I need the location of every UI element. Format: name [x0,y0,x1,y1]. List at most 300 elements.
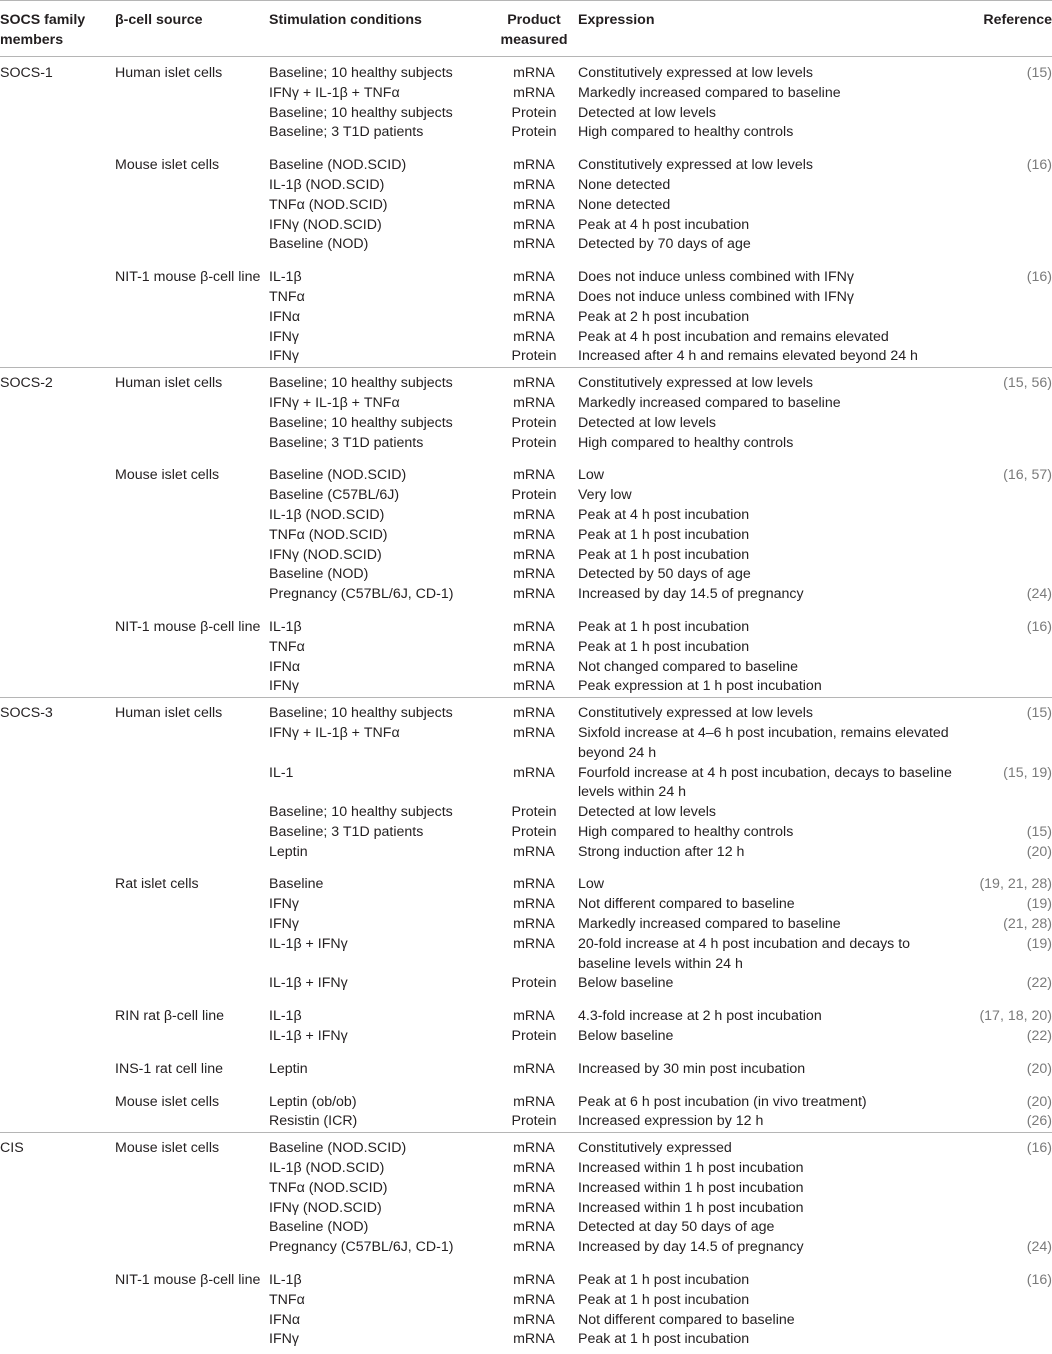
expression-cell: 4.3-fold increase at 2 h post incubation [578,994,957,1027]
family-cell: CIS [0,1133,115,1159]
source-cell [115,84,269,104]
table-row [0,658,1052,678]
stimulation-cell: TNFα (NOD.SCID) [269,196,490,216]
product-cell: mRNA [490,526,578,546]
product-cell: mRNA [490,843,578,863]
expression-cell: Very low [578,486,957,506]
stimulation-cell: IL-1β (NOD.SCID) [269,176,490,196]
stimulation-cell: Baseline; 3 T1D patients [269,434,490,454]
header-product: Product measured [490,1,578,57]
reference-cell [957,1218,1052,1238]
reference-cell: (20) [957,1047,1052,1080]
source-cell [115,935,269,975]
family-cell [0,994,115,1027]
reference-cell [957,123,1052,143]
family-cell [0,414,115,434]
source-cell [115,347,269,367]
expression-cell: High compared to healthy controls [578,434,957,454]
table-row [0,823,1052,843]
source-cell [115,823,269,843]
family-cell [0,104,115,124]
table-row [0,506,1052,526]
stimulation-cell: Baseline; 10 healthy subjects [269,698,490,724]
family-cell [0,1330,115,1354]
expression-cell: Constitutively expressed [578,1133,957,1159]
family-cell [0,823,115,843]
source-cell [115,658,269,678]
family-cell [0,347,115,367]
table-row [0,57,1052,84]
table-row [0,1112,1052,1132]
header-expression: Expression [578,1,957,57]
source-cell [115,1238,269,1258]
expression-cell: Peak at 4 h post incubation [578,506,957,526]
table-row [0,1199,1052,1219]
stimulation-cell: Baseline; 10 healthy subjects [269,104,490,124]
reference-cell: (26) [957,1112,1052,1132]
family-cell [0,453,115,486]
expression-cell: Increased expression by 12 h [578,1112,957,1132]
reference-cell [957,1159,1052,1179]
table-row [0,915,1052,935]
table-row [0,176,1052,196]
product-cell: mRNA [490,1218,578,1238]
table-row [0,394,1052,414]
family-cell [0,1258,115,1291]
family-cell [0,288,115,308]
header-stimulation: Stimulation conditions [269,1,490,57]
table-row [0,1258,1052,1291]
source-cell: Mouse islet cells [115,1080,269,1113]
product-cell: mRNA [490,453,578,486]
product-cell: mRNA [490,698,578,724]
source-cell [115,123,269,143]
expression-cell: Peak at 1 h post incubation [578,1330,957,1354]
reference-cell [957,526,1052,546]
product-cell: mRNA [490,176,578,196]
family-cell [0,605,115,638]
family-cell [0,895,115,915]
reference-cell: (22) [957,1027,1052,1047]
stimulation-cell: IL-1β + IFNγ [269,974,490,994]
product-cell: Protein [490,1112,578,1132]
expression-cell: None detected [578,196,957,216]
expression-cell: Low [578,862,957,895]
stimulation-cell: IL-1 [269,764,490,804]
stimulation-cell: IFNα [269,1311,490,1331]
product-cell: mRNA [490,1330,578,1354]
source-cell [115,308,269,328]
table-row [0,638,1052,658]
expression-cell: Strong induction after 12 h [578,843,957,863]
family-cell [0,1047,115,1080]
table-row [0,414,1052,434]
table-row [0,935,1052,975]
expression-cell: Increased within 1 h post incubation [578,1179,957,1199]
stimulation-cell: Pregnancy (C57BL/6J, CD-1) [269,1238,490,1258]
stimulation-cell: Baseline (NOD) [269,235,490,255]
table-row [0,1291,1052,1311]
product-cell: mRNA [490,915,578,935]
family-cell: SOCS-1 [0,57,115,84]
source-cell [115,288,269,308]
product-cell: mRNA [490,506,578,526]
reference-cell: (16, 57) [957,453,1052,486]
source-cell [115,546,269,566]
product-cell: mRNA [490,308,578,328]
family-cell [0,1080,115,1113]
reference-cell [957,638,1052,658]
stimulation-cell: IL-1β [269,1258,490,1291]
expression-cell: Sixfold increase at 4–6 h post incubation, remains elevated beyond 24 h [578,724,957,764]
table-body [0,57,1052,1354]
product-cell: Protein [490,123,578,143]
product-cell: mRNA [490,585,578,605]
expression-cell: Not different compared to baseline [578,895,957,915]
source-cell [115,1291,269,1311]
reference-cell: (24) [957,585,1052,605]
source-cell [115,764,269,804]
product-cell: mRNA [490,84,578,104]
product-cell: Protein [490,434,578,454]
source-cell [115,677,269,697]
product-cell: mRNA [490,57,578,84]
table-row [0,1218,1052,1238]
reference-cell: (22) [957,974,1052,994]
table-row [0,1080,1052,1113]
reference-cell [957,803,1052,823]
table-row [0,347,1052,367]
product-cell: mRNA [490,1159,578,1179]
table-row [0,434,1052,454]
stimulation-cell: IFNγ [269,328,490,348]
table-row [0,843,1052,863]
reference-cell: (24) [957,1238,1052,1258]
table-header [0,1,1052,57]
product-cell: mRNA [490,1311,578,1331]
source-cell: Mouse islet cells [115,1133,269,1159]
reference-cell: (19, 21, 28) [957,862,1052,895]
family-cell [0,1218,115,1238]
expression-cell: Increased by day 14.5 of pregnancy [578,1238,957,1258]
reference-cell [957,176,1052,196]
expression-cell: None detected [578,176,957,196]
family-cell [0,176,115,196]
family-cell [0,724,115,764]
reference-cell [957,1179,1052,1199]
family-cell [0,935,115,975]
family-cell [0,1027,115,1047]
family-cell [0,328,115,348]
product-cell: mRNA [490,196,578,216]
family-cell [0,546,115,566]
table-row [0,368,1052,394]
product-cell: mRNA [490,724,578,764]
family-cell [0,1291,115,1311]
expression-cell: Detected by 70 days of age [578,235,957,255]
table-row [0,216,1052,236]
family-cell [0,486,115,506]
stimulation-cell: Baseline (NOD.SCID) [269,143,490,176]
product-cell: mRNA [490,565,578,585]
family-cell [0,394,115,414]
reference-cell [957,1330,1052,1354]
product-cell: mRNA [490,935,578,975]
table-row [0,1179,1052,1199]
family-cell [0,585,115,605]
expression-cell: Low [578,453,957,486]
source-cell: NIT-1 mouse β-cell line [115,1258,269,1291]
table-row [0,143,1052,176]
reference-cell: (15) [957,823,1052,843]
expression-cell: Increased within 1 h post incubation [578,1159,957,1179]
family-cell [0,526,115,546]
table-row [0,724,1052,764]
expression-cell: Increased within 1 h post incubation [578,1199,957,1219]
product-cell: Protein [490,486,578,506]
family-cell [0,123,115,143]
reference-cell: (16) [957,255,1052,288]
table-row [0,605,1052,638]
stimulation-cell: TNFα [269,638,490,658]
reference-cell: (20) [957,1080,1052,1113]
expression-cell: Peak at 1 h post incubation [578,638,957,658]
source-cell [115,1179,269,1199]
family-cell [0,1112,115,1132]
product-cell: mRNA [490,328,578,348]
product-cell: Protein [490,104,578,124]
family-cell [0,1238,115,1258]
table-row [0,486,1052,506]
expression-cell: Constitutively expressed at low levels [578,143,957,176]
expression-cell: Increased by 30 min post incubation [578,1047,957,1080]
stimulation-cell: IFNα [269,308,490,328]
stimulation-cell: TNFα (NOD.SCID) [269,526,490,546]
table-row [0,1159,1052,1179]
product-cell: mRNA [490,368,578,394]
table-row [0,255,1052,288]
expression-cell: Peak at 1 h post incubation [578,1291,957,1311]
table-row [0,328,1052,348]
family-cell [0,843,115,863]
reference-cell: (15) [957,698,1052,724]
expression-cell: Detected at low levels [578,803,957,823]
family-cell [0,84,115,104]
reference-cell: (17, 18, 20) [957,994,1052,1027]
table-row [0,235,1052,255]
stimulation-cell: Leptin [269,843,490,863]
source-cell [115,1199,269,1219]
reference-cell [957,677,1052,697]
source-cell [115,724,269,764]
reference-cell: (21, 28) [957,915,1052,935]
stimulation-cell: IL-1β [269,994,490,1027]
header-reference: Reference [957,1,1052,57]
source-cell [115,843,269,863]
product-cell: mRNA [490,764,578,804]
source-cell: Human islet cells [115,368,269,394]
family-cell [0,1311,115,1331]
product-cell: mRNA [490,605,578,638]
reference-cell: (15) [957,57,1052,84]
expression-cell: High compared to healthy controls [578,123,957,143]
source-cell [115,1311,269,1331]
expression-cell: Peak at 4 h post incubation and remains elevated [578,328,957,348]
expression-cell: High compared to healthy controls [578,823,957,843]
reference-cell: (16) [957,1133,1052,1159]
source-cell [115,486,269,506]
source-cell [115,1112,269,1132]
source-cell: INS-1 rat cell line [115,1047,269,1080]
expression-cell: Constitutively expressed at low levels [578,368,957,394]
source-cell [115,1218,269,1238]
stimulation-cell: IL-1β + IFNγ [269,935,490,975]
stimulation-cell: Pregnancy (C57BL/6J, CD-1) [269,585,490,605]
reference-cell [957,506,1052,526]
product-cell: mRNA [490,546,578,566]
table-row [0,895,1052,915]
stimulation-cell: TNFα [269,288,490,308]
stimulation-cell: IL-1β + IFNγ [269,1027,490,1047]
stimulation-cell: Baseline; 10 healthy subjects [269,414,490,434]
stimulation-cell: IL-1β [269,605,490,638]
source-cell: NIT-1 mouse β-cell line [115,605,269,638]
stimulation-cell: IFNγ [269,915,490,935]
source-cell: RIN rat β-cell line [115,994,269,1027]
expression-cell: Peak at 1 h post incubation [578,605,957,638]
family-cell [0,803,115,823]
product-cell: mRNA [490,677,578,697]
stimulation-cell: Baseline (C57BL/6J) [269,486,490,506]
table-row [0,803,1052,823]
product-cell: mRNA [490,1133,578,1159]
product-cell: Protein [490,803,578,823]
table-row [0,698,1052,724]
table-row [0,565,1052,585]
family-cell: SOCS-2 [0,368,115,394]
table-row [0,677,1052,697]
source-cell [115,414,269,434]
family-cell [0,506,115,526]
product-cell: mRNA [490,1291,578,1311]
reference-cell [957,216,1052,236]
family-cell [0,1159,115,1179]
reference-cell [957,546,1052,566]
stimulation-cell: Leptin [269,1047,490,1080]
stimulation-cell: IFNα [269,658,490,678]
product-cell: mRNA [490,1179,578,1199]
family-cell [0,974,115,994]
source-cell [115,434,269,454]
table-row [0,104,1052,124]
expression-cell: 20-fold increase at 4 h post incubation and decays to baseline levels within 24 h [578,935,957,975]
family-cell [0,434,115,454]
stimulation-cell: IFNγ (NOD.SCID) [269,1199,490,1219]
source-cell: Rat islet cells [115,862,269,895]
expression-cell: Detected at low levels [578,104,957,124]
stimulation-cell: Leptin (ob/ob) [269,1080,490,1113]
expression-cell: Markedly increased compared to baseline [578,84,957,104]
stimulation-cell: Baseline (NOD.SCID) [269,453,490,486]
table-row [0,196,1052,216]
table-row [0,288,1052,308]
table-row [0,123,1052,143]
table-row [0,1047,1052,1080]
product-cell: mRNA [490,994,578,1027]
expression-cell: Detected by 50 days of age [578,565,957,585]
source-cell [115,915,269,935]
reference-cell: (15, 56) [957,368,1052,394]
reference-cell [957,724,1052,764]
stimulation-cell: IL-1β (NOD.SCID) [269,506,490,526]
table-row [0,526,1052,546]
product-cell: Protein [490,1027,578,1047]
table-row [0,994,1052,1027]
family-cell [0,196,115,216]
stimulation-cell: TNFα [269,1291,490,1311]
stimulation-cell: IL-1β [269,255,490,288]
source-cell [115,394,269,414]
source-cell [115,1330,269,1354]
source-cell [115,565,269,585]
family-cell: SOCS-3 [0,698,115,724]
family-cell [0,638,115,658]
stimulation-cell: Baseline; 10 healthy subjects [269,803,490,823]
expression-cell: Fourfold increase at 4 h post incubation, decays to baseline levels within 24 h [578,764,957,804]
reference-cell: (19) [957,895,1052,915]
stimulation-cell: IFNγ + IL-1β + TNFα [269,724,490,764]
expression-cell: Markedly increased compared to baseline [578,394,957,414]
stimulation-cell: IFNγ (NOD.SCID) [269,546,490,566]
table-row [0,1133,1052,1159]
expression-cell: Constitutively expressed at low levels [578,57,957,84]
expression-cell: Peak at 1 h post incubation [578,1258,957,1291]
stimulation-cell: TNFα (NOD.SCID) [269,1179,490,1199]
family-cell [0,1179,115,1199]
reference-cell: (16) [957,605,1052,638]
product-cell: mRNA [490,1080,578,1113]
product-cell: mRNA [490,1047,578,1080]
expression-cell: Peak at 1 h post incubation [578,546,957,566]
source-cell: Human islet cells [115,698,269,724]
family-cell [0,658,115,678]
family-cell [0,255,115,288]
product-cell: mRNA [490,255,578,288]
product-cell: mRNA [490,895,578,915]
expression-cell: Peak at 2 h post incubation [578,308,957,328]
stimulation-cell: Baseline (NOD.SCID) [269,1133,490,1159]
expression-cell: Detected at low levels [578,414,957,434]
stimulation-cell: Baseline (NOD) [269,1218,490,1238]
stimulation-cell: IFNγ [269,347,490,367]
reference-cell [957,414,1052,434]
table-row [0,764,1052,804]
table-row [0,862,1052,895]
expression-cell: Markedly increased compared to baseline [578,915,957,935]
source-cell [115,1159,269,1179]
reference-cell [957,104,1052,124]
reference-cell [957,308,1052,328]
source-cell [115,895,269,915]
stimulation-cell: Baseline; 10 healthy subjects [269,368,490,394]
reference-cell [957,288,1052,308]
stimulation-cell: Baseline (NOD) [269,565,490,585]
table-row [0,546,1052,566]
reference-cell [957,565,1052,585]
source-cell: Mouse islet cells [115,453,269,486]
family-cell [0,565,115,585]
table-row [0,308,1052,328]
